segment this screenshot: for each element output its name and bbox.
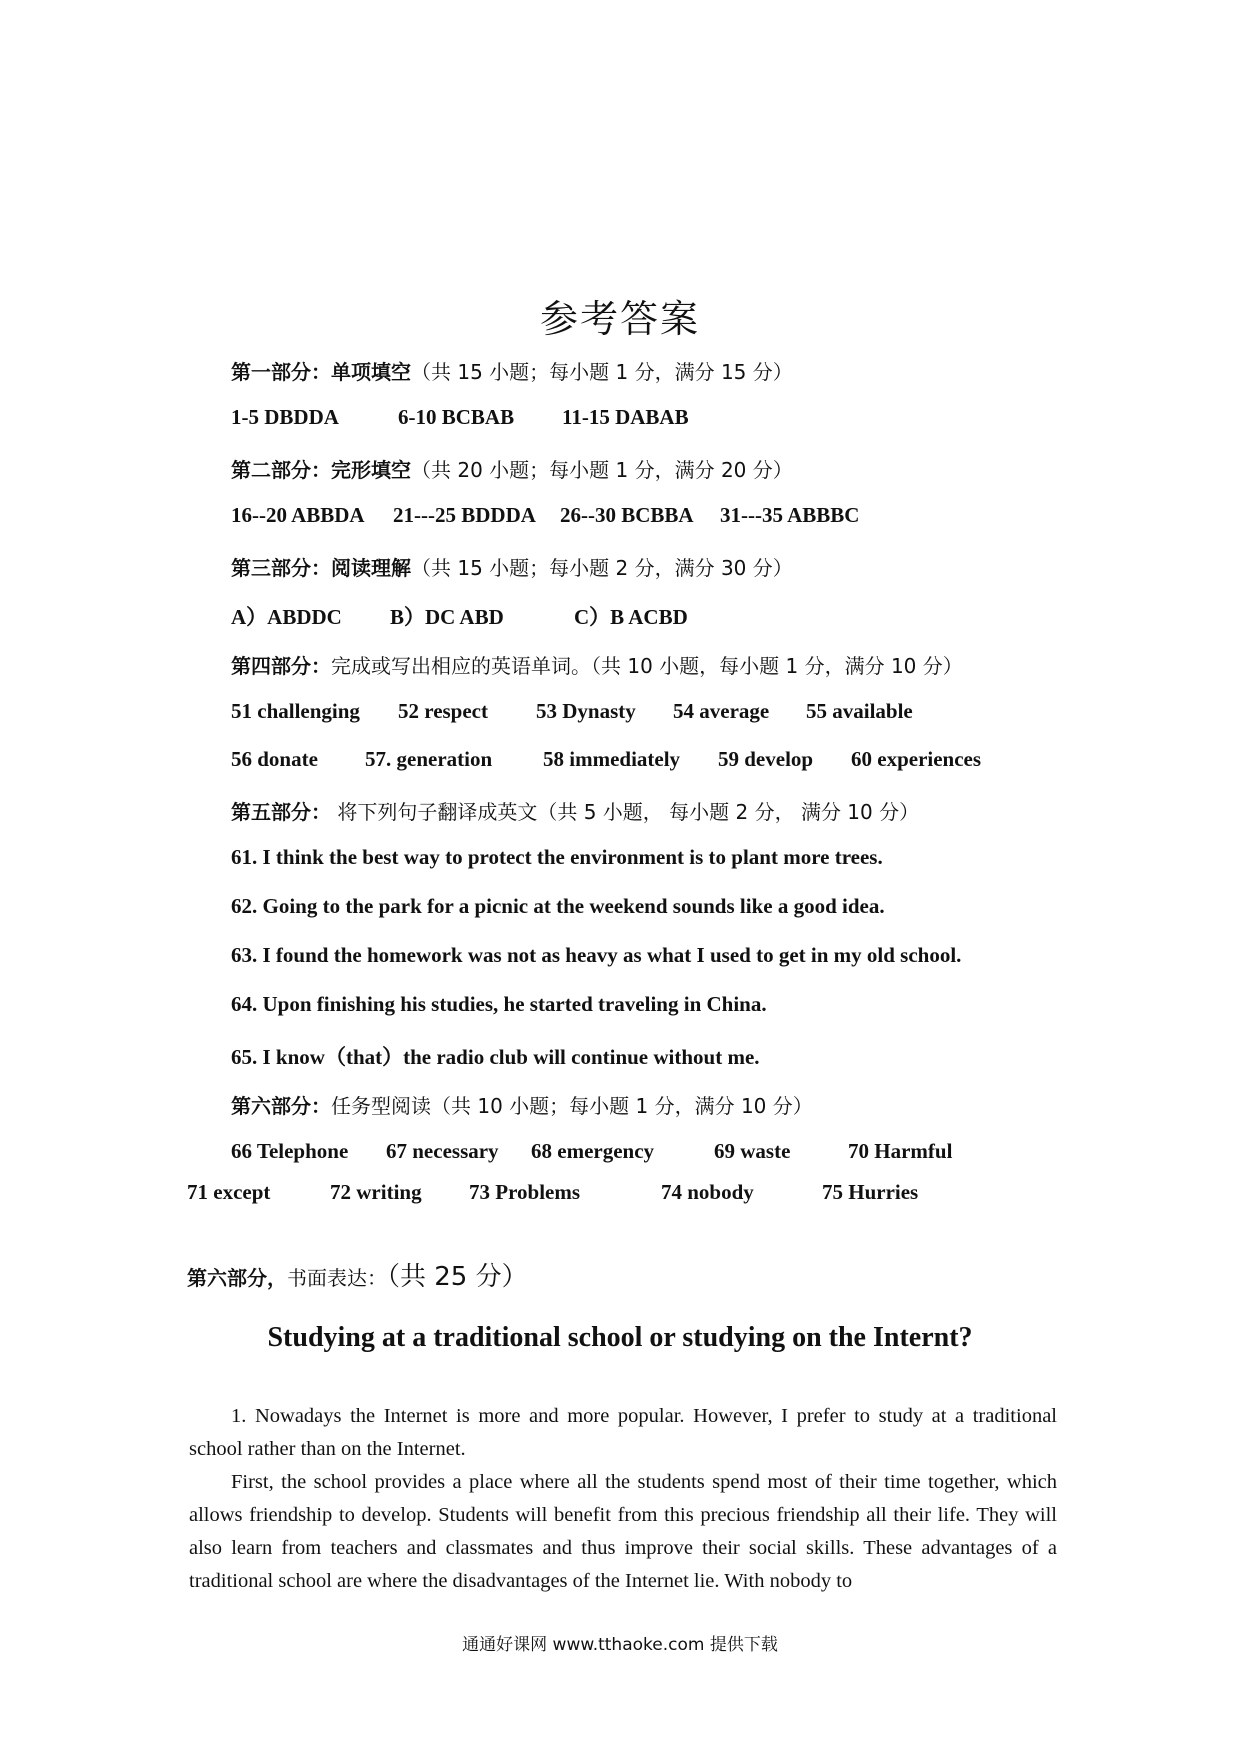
writing-score: （共 25 分） — [387, 1262, 528, 1292]
part4-word-57: 57. generation — [365, 747, 493, 771]
task-answer-69: 69 waste — [714, 1139, 791, 1163]
part2-answer-4: 31---35 ABBBC — [720, 503, 860, 527]
part6-heading — [231, 1090, 813, 1119]
task-answer-74: 74 nobody — [661, 1180, 754, 1204]
footer-source: 通通好课网 www.tthaoke.com 提供下载 — [462, 1635, 778, 1655]
writing-label: 第六部分， — [187, 1266, 287, 1290]
part2-desc: （共 20 小题；每小题 1 分，满分 20 分） — [411, 458, 793, 482]
part4-word-60: 60 experiences — [851, 747, 982, 771]
part3-answer-a: A）ABDDC — [231, 605, 342, 629]
part5-label: 第五部分： — [231, 800, 331, 824]
part2-heading — [231, 454, 793, 483]
part3-answer-b: B）DC ABD — [390, 605, 504, 629]
part2-answer-2: 21---25 BDDDA — [393, 503, 536, 527]
part1-answer-2: 6-10 BCBAB — [398, 405, 515, 429]
part1-answer-1: 1-5 DBDDA — [231, 405, 339, 429]
part4-label: 第四部分： — [231, 654, 331, 678]
part4-word-58: 58 immediately — [543, 747, 681, 771]
part3-desc: （共 15 小题；每小题 2 分，满分 30 分） — [411, 556, 793, 580]
task-answer-71: 71 except — [187, 1180, 271, 1204]
translation-65: 65. I know（that）the radio club will continue without me. — [231, 1045, 760, 1069]
part4-word-51: 51 challenging — [231, 699, 360, 723]
part1-heading — [231, 356, 793, 385]
translation-61: 61. I think the best way to protect the environment is to plant more trees. — [231, 845, 883, 869]
part1-label: 第一部分：单项填空 — [231, 360, 411, 384]
part2-answer-1: 16--20 ABBDA — [231, 503, 365, 527]
part4-word-54: 54 average — [673, 699, 770, 723]
writing-desc: 书面表达： — [287, 1266, 387, 1290]
part6-label: 第六部分： — [231, 1094, 331, 1118]
part5-heading — [231, 796, 919, 825]
essay-paragraph-2: First, the school provides a place where all the students spend most of their time together, which allows friendship to develop. Students will benefit from this precious friendship all their life. They will also learn from teachers and classmates and thus improve their social skills. These advantages of a traditional school are where the disadvantages of the Internet lie. With nobody to — [189, 1471, 1057, 1592]
part1-answer-3: 11-15 DABAB — [562, 405, 689, 429]
part4-word-53: 53 Dynasty — [536, 699, 636, 723]
part4-word-56: 56 donate — [231, 747, 318, 771]
translation-64: 64. Upon finishing his studies, he started traveling in China. — [231, 992, 767, 1016]
part2-label: 第二部分：完形填空 — [231, 458, 411, 482]
task-answer-68: 68 emergency — [531, 1139, 655, 1163]
task-answer-73: 73 Problems — [469, 1180, 581, 1204]
part4-desc: 完成或写出相应的英语单词。（共 10 小题，每小题 1 分，满分 10 分） — [331, 654, 963, 678]
part1-desc: （共 15 小题；每小题 1 分，满分 15 分） — [411, 360, 793, 384]
part3-label: 第三部分：阅读理解 — [231, 556, 411, 580]
translation-63: 63. I found the homework was not as heavy as what I used to get in my old school. — [231, 943, 962, 967]
task-answer-70: 70 Harmful — [848, 1139, 953, 1163]
task-answer-67: 67 necessary — [386, 1139, 499, 1163]
task-answer-75: 75 Hurries — [822, 1180, 919, 1204]
part4-heading — [231, 650, 963, 679]
part5-desc: 将下列句子翻译成英文（共 5 小题， 每小题 2 分， 满分 10 分） — [331, 800, 920, 824]
translation-62: 62. Going to the park for a picnic at the weekend sounds like a good idea. — [231, 894, 885, 918]
task-answer-66: 66 Telephone — [231, 1139, 349, 1163]
part3-answer-c: C）B ACBD — [574, 605, 688, 629]
writing-heading — [187, 1256, 528, 1293]
part4-word-52: 52 respect — [398, 699, 488, 723]
essay-paragraph-1: 1. Nowadays the Internet is more and more popular. However, I prefer to study at a traditional school rather than on the Internet. — [189, 1405, 1057, 1460]
part6-desc: 任务型阅读（共 10 小题；每小题 1 分，满分 10 分） — [331, 1094, 813, 1118]
task-answer-72: 72 writing — [330, 1180, 422, 1204]
part2-answer-3: 26--30 BCBBA — [560, 503, 694, 527]
part4-word-59: 59 develop — [718, 747, 814, 771]
page-title: 参考答案 — [539, 297, 700, 341]
part4-word-55: 55 available — [806, 699, 913, 723]
essay-title: Studying at a traditional school or studying on the Internt? — [267, 1322, 973, 1353]
part3-heading — [231, 552, 793, 581]
